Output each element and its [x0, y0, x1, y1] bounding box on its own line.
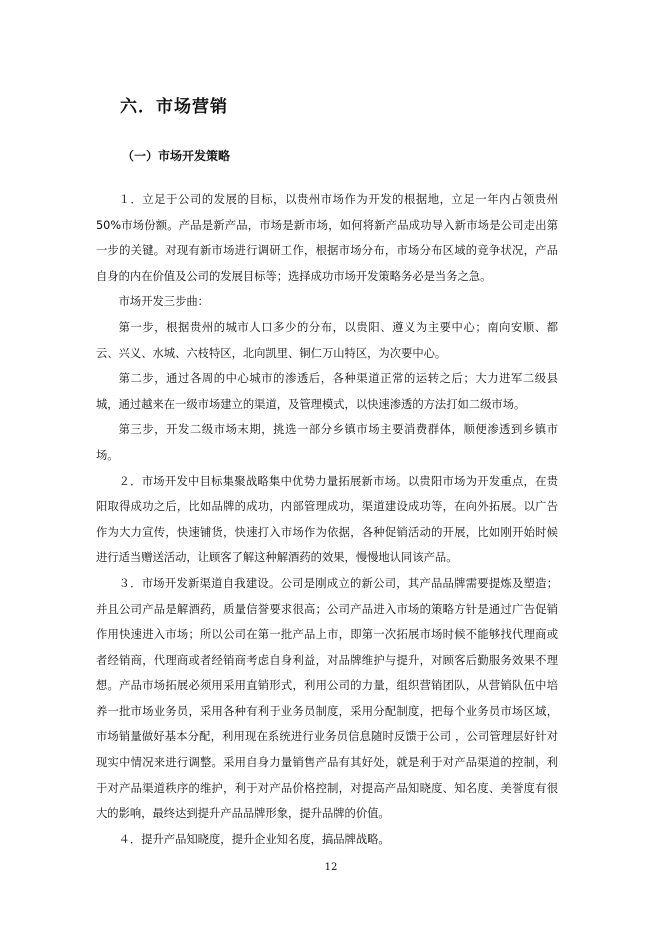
paragraph-focus-strategy: ２．市场开发中目标集聚战略集中优势力量拓展新市场。以贵阳市场为开发重点，在贵阳取得成功之后，比如品牌的成功，内部管理成功，渠道建设成功等，在向外拓展。以广告作为大力宣传，快速铺货，快速打入市场作为依据，各种促销活动的开展，比如刚开始时候进行适当赠送活动，让顾客了解这种解酒药的效果，慢慢地认同该产品。 — [96, 474, 558, 565]
paragraph-channel-building: ３．市场开发新渠道自我建设。公司是刚成立的新公司，其产品品牌需要提炼及塑造；并且公司产品是解酒药，质量信誉要求很高；公司产品进入市场的策略方针是通过广告促销作用快速进入市场；所以公司在第一批产品上市，即第一次拓展市场时候不能够找代理商或者经销商，代理商或者经销商考虑自身利益，对品牌维护与提升，对顾客后勤服务效果不理想。产品市场拓展必须用采用直销形式，利用公司的力量，组织营销团队，从营销队伍中培养一批市场业务员，采用各种有利于业务员制度，采用分配制度，把每个业务员市场区域，市场销量做好基本分配，利用现在系统进行业务员信息随时反馈于公司 ，公司管理层好针对现实中情况来进行调整。采用自身力量销售产品有其好处，就是利于对产品渠道的控制，利于对产品渠道秩序的维护，利于对产品价格控制，对提高产品知晓度、知名度、美誉度有很大的影响，最终达到提升产品品牌形象，提升品牌的价值。 — [96, 576, 558, 821]
paragraph-goal: １．立足于公司的发展的目标，以贵州市场作为开发的根据地，立足一年内占领贵州50%市场份额。产品是新产品，市场是新市场，如何将新产品成功导入新市场是公司走出第一步的关键。对现有新市场进行调研工作，根据市场分布，市场分布区域的竞争状况，产品自身的内在价值及公司的发展目标等；选择成功市场开发策略务必是当务之急。 — [96, 193, 558, 283]
page-number: 12 — [324, 862, 338, 873]
paragraph-step-three: 第三步，开发二级市场末期，挑选一部分乡镇市场主要消费群体，顺便渗透到乡镇市场。 — [96, 423, 558, 462]
paragraph-step-one: 第一步，根据贵州的城市人口多少的分布，以贵阳、遵义为主要中心；南向安顺、都云、兴义、水城、六枝特区，北向凯里、铜仁万山特区，为次要中心。 — [96, 320, 558, 360]
section-title: 六．市场营销 — [120, 97, 228, 117]
paragraph-step-two: 第二步，通过各周的中心城市的渗透后，各种渠道正常的运转之后；大力进军二级县城，通过越来在一级市场建立的渠道，及管理模式，以快速渗透的方法打如二级市场。 — [96, 372, 558, 411]
body-text — [96, 187, 558, 852]
subsection-title: （一）市场开发策略 — [122, 149, 231, 163]
paragraph-brand-awareness: ４．提升产品知晓度，提升企业知名度，搞品牌战略。 — [118, 832, 390, 846]
paragraph-three-steps-heading: 市场开发三步曲： — [118, 295, 209, 309]
